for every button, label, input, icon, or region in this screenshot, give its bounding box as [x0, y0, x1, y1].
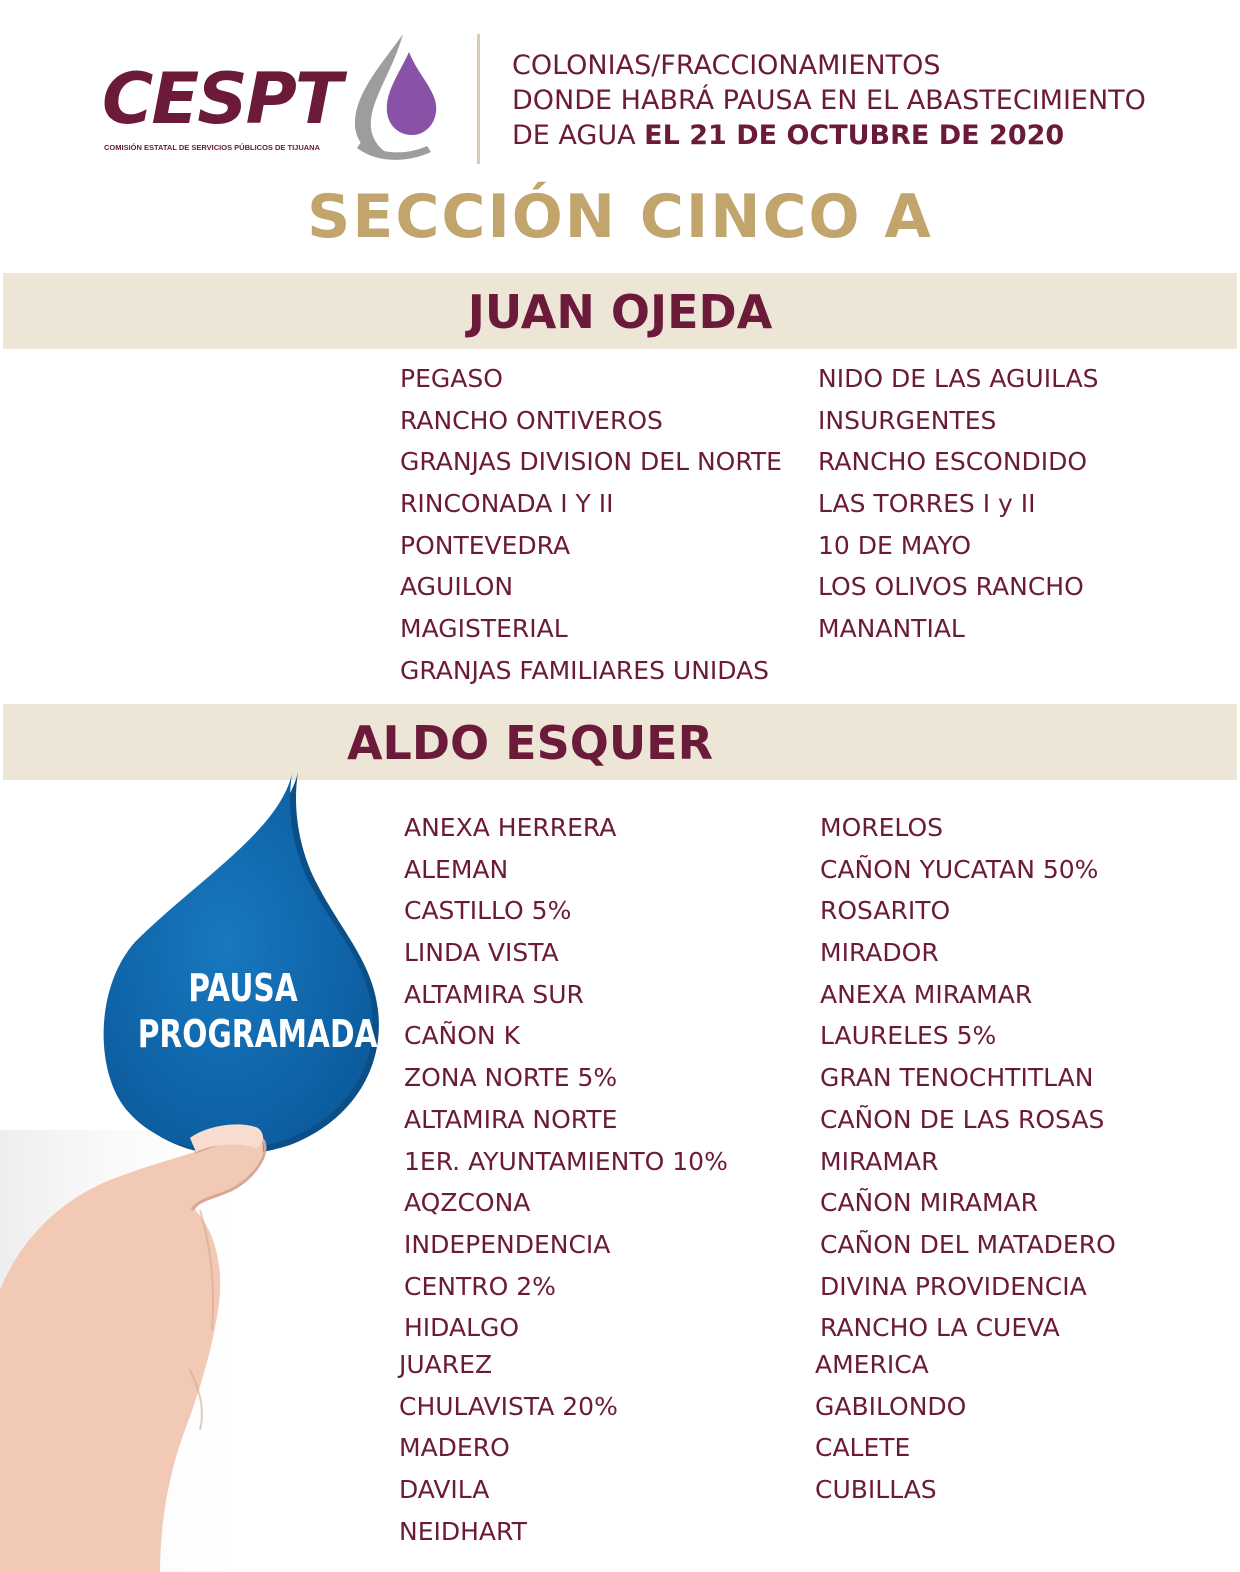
list-item: MADERO [399, 1433, 510, 1463]
list-item: GRAN TENOCHTITLAN [820, 1063, 1094, 1093]
header [0, 0, 1240, 180]
list-item: MAGISTERIAL [400, 614, 568, 644]
list-item: GABILONDO [815, 1391, 967, 1421]
juan-ojeda-right-list [818, 358, 1099, 650]
list-item: CAÑON YUCATAN 50% [820, 854, 1099, 884]
list-item: ALTAMIRA SUR [404, 979, 584, 1009]
heading-line-3 [512, 118, 1146, 153]
list-item: CASTILLO 5% [404, 896, 572, 926]
list-item: INDEPENDENCIA [404, 1229, 611, 1259]
pausa-programada-label [137, 965, 378, 1057]
list-item: CUBILLAS [815, 1475, 937, 1505]
drop-label-line-1: PAUSA [188, 966, 298, 1010]
list-item: AQZCONA [404, 1188, 531, 1218]
list-item: INSURGENTES [818, 405, 997, 435]
list-item: CAÑON DE LAS ROSAS [820, 1104, 1105, 1134]
heading-line-3-prefix: DE AGUA [512, 120, 645, 151]
section-title: SECCIÓN CINCO A [307, 182, 933, 252]
list-item: LINDA VISTA [404, 938, 559, 968]
list-item: RANCHO ONTIVEROS [400, 405, 663, 435]
water-drop-logo-icon [335, 30, 445, 165]
logo-subtitle: COMISIÓN ESTATAL DE SERVICIOS PÚBLICOS DE TIJUANA [104, 143, 320, 152]
list-item: CENTRO 2% [404, 1271, 556, 1301]
group-band-juan-ojeda [3, 273, 1237, 349]
list-item: CHULAVISTA 20% [399, 1391, 618, 1421]
cespt-logo [100, 30, 445, 165]
list-item: LOS OLIVOS RANCHO [818, 572, 1084, 602]
list-item: RANCHO ESCONDIDO [818, 447, 1088, 477]
list-item: GRANJAS FAMILIARES UNIDAS [400, 655, 770, 685]
list-item: RINCONADA I Y II [400, 489, 614, 519]
list-item: ALEMAN [404, 854, 509, 884]
group-title: ALDO ESQUER [346, 716, 714, 770]
heading-line-2: DONDE HABRÁ PAUSA EN EL ABASTECIMIENTO [512, 85, 1146, 116]
aldo-esquer-right-list-b [815, 1344, 966, 1511]
list-item: PONTEVEDRA [400, 530, 571, 560]
logo-wordmark: CESPT [102, 58, 341, 140]
juan-ojeda-left-list [400, 358, 782, 692]
list-item: PEGASO [400, 364, 503, 393]
page-heading [512, 48, 1146, 153]
list-item: HIDALGO [404, 1313, 520, 1343]
list-item: ZONA NORTE 5% [404, 1063, 618, 1093]
list-item: ANEXA HERRERA [404, 813, 617, 842]
aldo-esquer-left-list-a [404, 807, 728, 1349]
list-item: LAURELES 5% [820, 1021, 997, 1051]
aldo-esquer-right-list-a [820, 807, 1116, 1349]
list-item: DAVILA [399, 1475, 490, 1505]
list-item: MANANTIAL [818, 614, 965, 644]
list-item: CAÑON K [404, 1021, 520, 1051]
list-item: GRANJAS DIVISION DEL NORTE [400, 447, 782, 477]
heading-line-1: COLONIAS/FRACCIONAMIENTOS [512, 50, 941, 81]
list-item: ANEXA MIRAMAR [820, 979, 1033, 1009]
list-item: AMERICA [815, 1350, 929, 1379]
heading-date: EL 21 DE OCTUBRE DE 2020 [644, 120, 1065, 151]
list-item: AGUILON [400, 572, 514, 602]
list-item: ALTAMIRA NORTE [404, 1104, 618, 1134]
list-item: CAÑON MIRAMAR [820, 1188, 1039, 1218]
aldo-esquer-left-list-b [399, 1344, 618, 1552]
group-title: JUAN OJEDA [467, 285, 773, 339]
drop-label-line-2: PROGRAMADA [137, 1012, 378, 1056]
list-item: MORELOS [820, 813, 943, 842]
list-item: CAÑON DEL MATADERO [820, 1229, 1116, 1259]
list-item: NEIDHART [399, 1516, 527, 1546]
group-band-aldo-esquer [3, 704, 1237, 780]
header-divider [477, 34, 480, 164]
list-item: JUAREZ [399, 1350, 493, 1379]
list-item: ROSARITO [820, 896, 951, 926]
hand-holding-drop-illustration [0, 770, 400, 1572]
list-item: CALETE [815, 1433, 911, 1463]
list-item: 1ER. AYUNTAMIENTO 10% [404, 1146, 728, 1176]
list-item: 10 DE MAYO [818, 530, 972, 560]
list-item: MIRADOR [820, 938, 939, 968]
list-item: RANCHO LA CUEVA [820, 1313, 1060, 1343]
list-item: LAS TORRES I y II [818, 489, 1036, 519]
list-item: DIVINA PROVIDENCIA [820, 1271, 1087, 1301]
list-item: NIDO DE LAS AGUILAS [818, 364, 1099, 393]
list-item: MIRAMAR [820, 1146, 939, 1176]
